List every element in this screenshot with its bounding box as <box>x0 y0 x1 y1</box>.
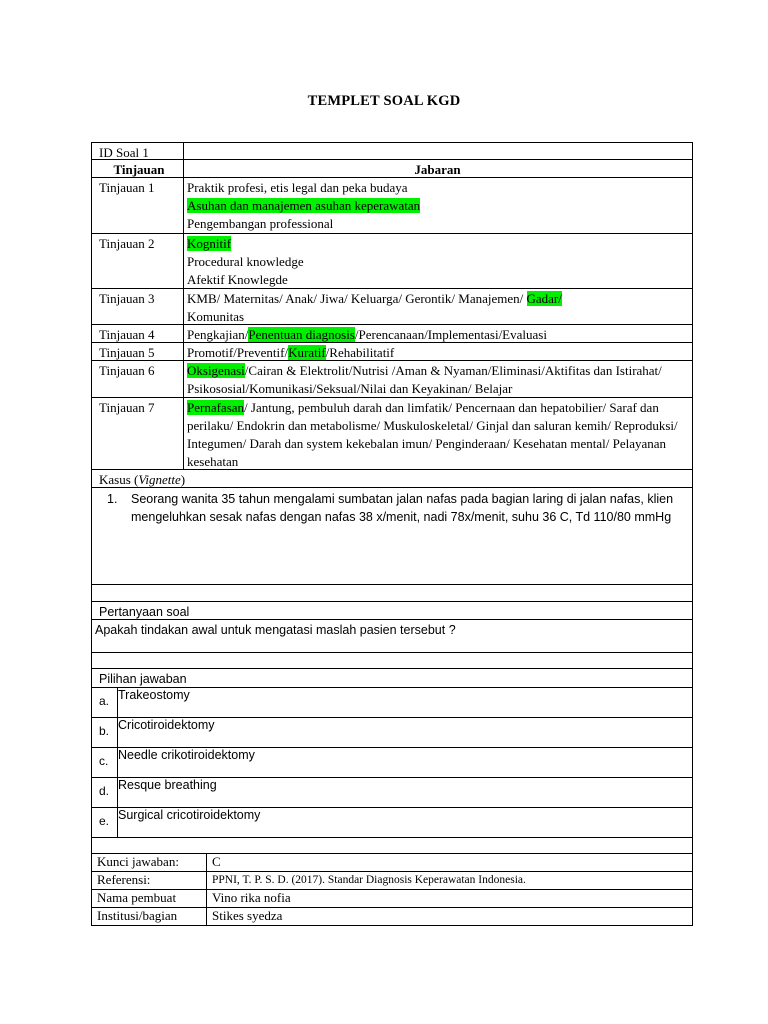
option-letter-d: d. <box>92 778 118 807</box>
kasus-number: 1. <box>107 492 118 506</box>
kasus-label-text: Kasus ( <box>99 472 139 487</box>
kasus-label <box>92 470 692 487</box>
institusi-row <box>91 908 693 926</box>
tinjauan-2-label: Tinjauan 2 <box>92 234 184 288</box>
option-row-b <box>91 718 693 748</box>
kasus-item <box>92 488 692 584</box>
t4-text-b: /Perencanaan/Implementasi/Evaluasi <box>354 327 547 342</box>
pertanyaan-text: Apakah tindakan awal untuk mengatasi maslah pasien tersebut ? <box>95 623 456 637</box>
option-letter-e: e. <box>92 808 118 837</box>
option-text-d: Resque breathing <box>118 778 217 792</box>
t6-text: /Cairan & Elektrolit/Nutrisi /Aman & Nyaman/Eliminasi/Aktifitas dan Istirahat/ Psikososial/Komunikasi/Seksual/Nilai dan Keyakinan/ Belajar <box>187 363 662 396</box>
t2-line-3: Afektif Knowlegde <box>187 272 288 287</box>
option-text-b: Cricotiroidektomy <box>118 718 215 732</box>
kasus-label-close: ) <box>180 472 186 487</box>
kunci-jawaban-label: Kunci jawaban: <box>92 854 207 871</box>
pertanyaan-label: Pertanyaan soal <box>99 605 190 619</box>
t5-text-a: Promotif/Preventif/ <box>187 345 289 360</box>
option-text-c: Needle crikotiroidektomy <box>118 748 255 762</box>
institusi-label: Institusi/bagian <box>92 908 207 925</box>
id-soal-row <box>91 142 693 160</box>
tinjauan-1-row <box>91 178 693 234</box>
tinjauan-6-value <box>184 361 692 397</box>
id-soal-label: ID Soal 1 <box>92 143 184 159</box>
option-letter-a: a. <box>92 688 118 717</box>
table-header-row <box>91 160 693 178</box>
t5-highlight: Kuratif <box>288 345 326 360</box>
t3-text-a: KMB/ Maternitas/ Anak/ Jiwa/ Keluarga/ Gerontik/ Manajemen/ <box>187 291 527 306</box>
tinjauan-4-value <box>184 325 692 342</box>
referensi-value: PPNI, T. P. S. D. (2017). Standar Diagnosis Keperawatan Indonesia. <box>212 874 526 886</box>
t1-line-1: Praktik profesi, etis legal dan peka budaya <box>187 180 408 195</box>
pertanyaan-text-row <box>91 620 693 653</box>
tinjauan-2-value <box>184 234 692 288</box>
empty-row-3 <box>91 838 693 854</box>
option-row-d <box>91 778 693 808</box>
nama-pembuat-value: Vino rika nofia <box>212 890 291 905</box>
kunci-jawaban-row <box>91 854 693 872</box>
t6-highlight: Oksigenasi <box>187 363 245 378</box>
t1-line-3: Pengembangan professional <box>187 216 334 231</box>
t7-highlight: Pernafasan <box>187 400 245 415</box>
option-text-a: Trakeostomy <box>118 688 190 702</box>
t4-highlight: Penentuan diagnosis <box>248 327 355 342</box>
t3-text-b: Komunitas <box>187 309 245 324</box>
tinjauan-3-row <box>91 289 693 325</box>
id-soal-value <box>184 143 692 159</box>
option-letter-b: b. <box>92 718 118 747</box>
tinjauan-5-label: Tinjauan 5 <box>92 343 184 360</box>
kasus-label-vignette: Vignette <box>138 472 181 487</box>
tinjauan-2-row <box>91 234 693 289</box>
option-letter-c: c. <box>92 748 118 777</box>
t3-highlight: Gadar/ <box>526 291 562 306</box>
tinjauan-1-label: Tinjauan 1 <box>92 178 184 233</box>
kasus-label-row <box>91 470 693 488</box>
document-title: TEMPLET SOAL KGD <box>307 93 461 109</box>
t4-text-a: Pengkajian/ <box>187 327 249 342</box>
option-row-e <box>91 808 693 838</box>
t7-text: / Jantung, pembuluh darah dan limfatik/ Pencernaan dan hepatobilier/ Saraf dan perilaku/ Endokrin dan metabolisme/ Muskuloskeletal/ Ginjal dan saluran kemih/ Reproduksi/ Integumen/ Darah dan system kekebalan imun/ Penginderaan/ Kesehatan mental/ Pelayanan kesehatan <box>187 400 678 469</box>
t5-text-b: /Rehabilitatif <box>325 345 395 360</box>
tinjauan-5-value <box>184 343 692 360</box>
tinjauan-6-row <box>91 361 693 398</box>
kasus-text: Seorang wanita 35 tahun mengalami sumbatan jalan nafas pada bagian laring di jalan nafas, klien mengeluhkan sesak nafas dengan nafas 38 x/menit, nadi 78x/menit, suhu 36 C, Td 110/80 mmHg <box>131 492 674 524</box>
tinjauan-5-row <box>91 343 693 361</box>
kasus-text-row <box>91 488 693 585</box>
header-tinjauan: Tinjauan <box>92 160 184 177</box>
empty-row-1 <box>91 585 693 602</box>
tinjauan-1-value <box>184 178 692 233</box>
kunci-jawaban-value: C <box>212 854 221 869</box>
tinjauan-4-row <box>91 325 693 343</box>
institusi-value: Stikes syedza <box>212 908 283 923</box>
tinjauan-7-value <box>184 398 692 469</box>
pilihan-label: Pilihan jawaban <box>99 672 187 686</box>
tinjauan-7-row <box>91 398 693 470</box>
option-row-c <box>91 748 693 778</box>
t2-line-1-highlight: Kognitif <box>187 236 232 251</box>
tinjauan-3-value <box>184 289 692 324</box>
tinjauan-3-label: Tinjauan 3 <box>92 289 184 324</box>
pilihan-label-row <box>91 669 693 688</box>
t1-line-2-highlight: Asuhan dan manajemen asuhan keperawatan <box>187 198 421 213</box>
nama-pembuat-row <box>91 890 693 908</box>
empty-row-2 <box>91 653 693 669</box>
referensi-label: Referensi: <box>92 872 207 889</box>
tinjauan-7-label: Tinjauan 7 <box>92 398 184 469</box>
option-row-a <box>91 688 693 718</box>
tinjauan-4-label: Tinjauan 4 <box>92 325 184 342</box>
header-jabaran: Jabaran <box>414 162 461 177</box>
question-template-table <box>91 142 693 926</box>
tinjauan-6-label: Tinjauan 6 <box>92 361 184 397</box>
option-text-e: Surgical cricotiroidektomy <box>118 808 261 822</box>
referensi-row <box>91 872 693 890</box>
pertanyaan-label-row <box>91 602 693 620</box>
nama-pembuat-label: Nama pembuat <box>92 890 207 907</box>
t2-line-2: Procedural knowledge <box>187 254 304 269</box>
